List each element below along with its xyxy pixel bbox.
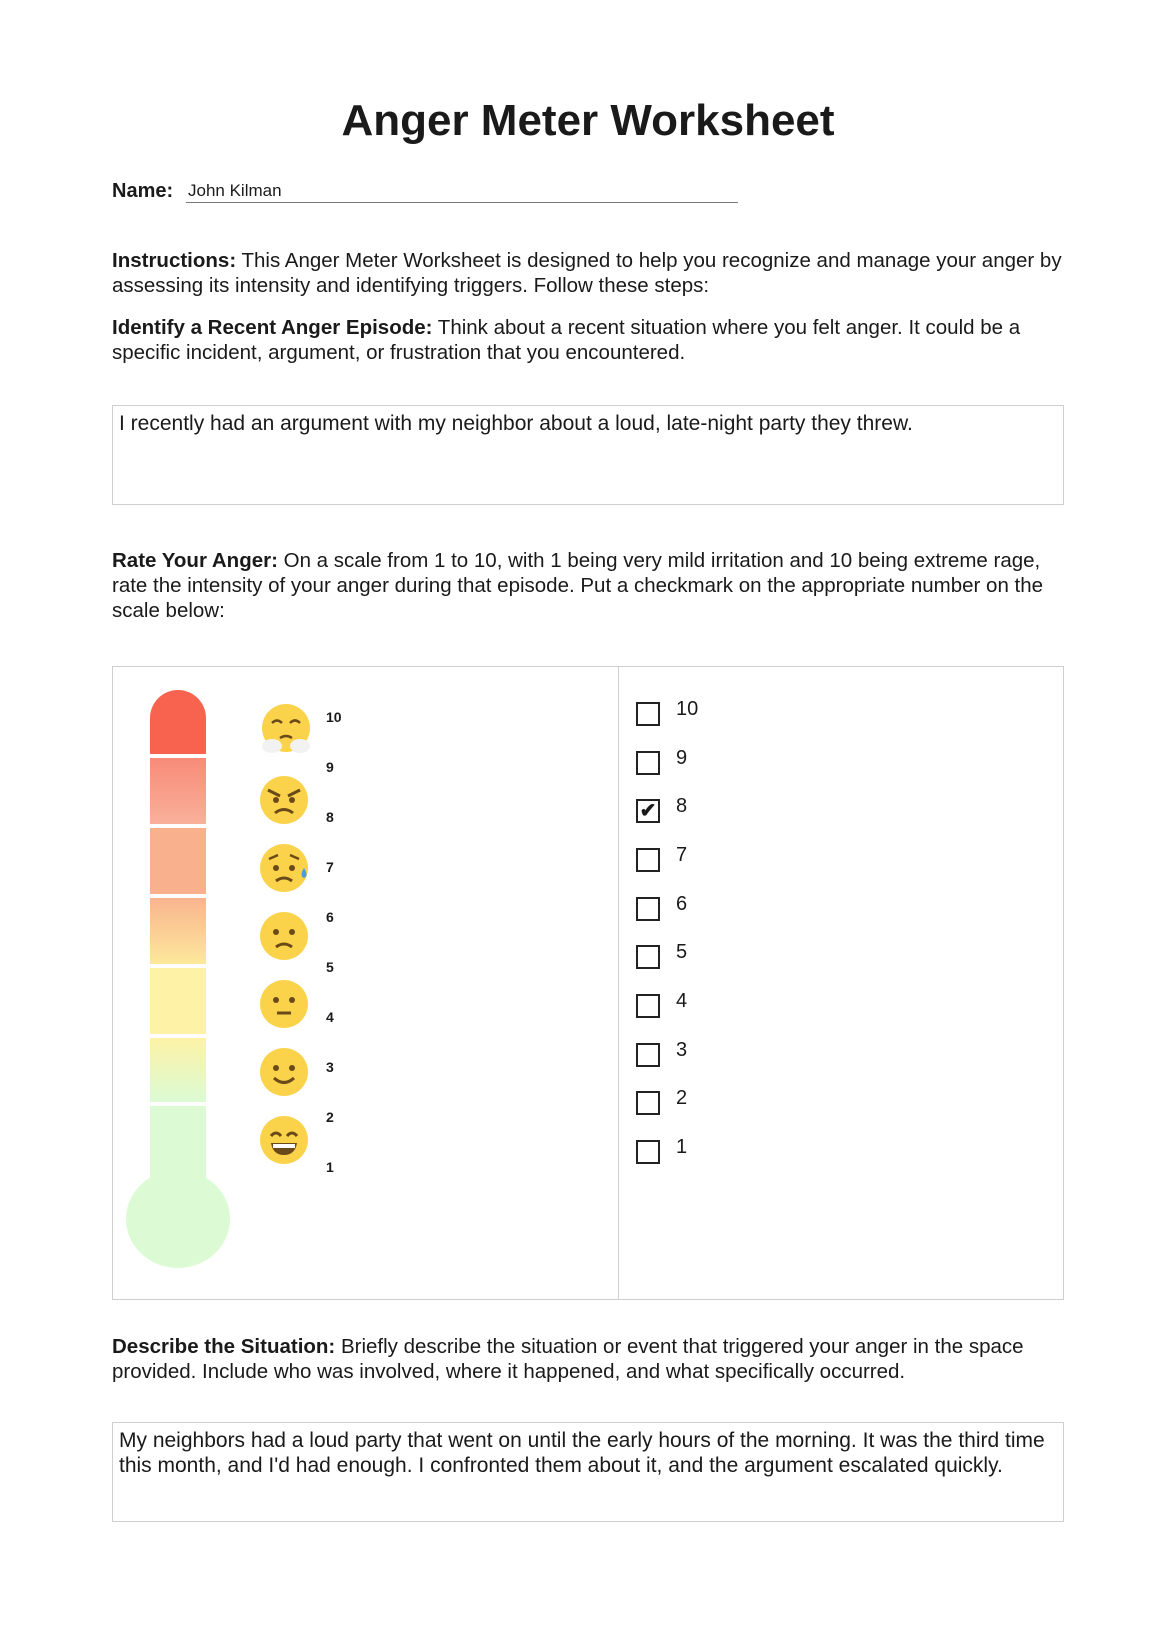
anger-scale-panel [112, 666, 1064, 1300]
rating-option-label: 6 [676, 893, 688, 915]
rating-option-label: 7 [676, 844, 688, 866]
rating-checkbox[interactable] [636, 1043, 660, 1067]
rate-text: On a scale from 1 to 10, with 1 being very mild irritation and 10 being extreme rage, rate the intensity of your anger during that episode. Put a checkmark on the appropriate number on the scale below: [112, 549, 1044, 622]
rating-option-label: 8 [676, 795, 688, 817]
identify-paragraph [112, 315, 1062, 365]
rating-option-label: 9 [676, 747, 688, 769]
rating-checkbox[interactable] [636, 945, 660, 969]
meter-tick: 6 [326, 909, 334, 925]
meter-tick: 4 [326, 1009, 334, 1025]
identify-label: Identify a Recent Anger Episode: [112, 316, 433, 339]
rating-checkbox[interactable] [636, 1140, 660, 1164]
rating-option-label: 4 [676, 990, 688, 1012]
meter-tick: 7 [326, 859, 334, 875]
rating-checkbox[interactable] [636, 1091, 660, 1115]
rating-checkbox[interactable] [636, 702, 660, 726]
name-label: Name: [112, 180, 174, 202]
rate-label: Rate Your Anger: [112, 549, 278, 572]
thermometer-segment [150, 758, 206, 824]
thermometer-bulb [126, 1170, 230, 1268]
thermometer-segment [150, 1038, 206, 1102]
rating-checkbox[interactable]: ✔ [636, 799, 660, 823]
smiling-face-icon [258, 1046, 310, 1098]
describe-label: Describe the Situation: [112, 1335, 336, 1358]
name-field[interactable]: John Kilman [186, 181, 738, 203]
rating-option-label: 10 [676, 698, 699, 720]
thermometer-segment [150, 968, 206, 1034]
meter-tick: 5 [326, 959, 334, 975]
meter-tick: 8 [326, 809, 334, 825]
angry-face-icon [258, 774, 310, 826]
meter-tick: 10 [326, 709, 342, 725]
describe-text: Briefly describe the situation or event that triggered your anger in the space provided. Include who was involved, where it happened, and what specifically occurred. [112, 1335, 1024, 1383]
thermometer-segment-top [150, 690, 206, 754]
rating-checkbox[interactable] [636, 897, 660, 921]
neutral-face-icon [258, 978, 310, 1030]
sad-sweat-face-icon [258, 842, 314, 894]
rating-option-label: 1 [676, 1136, 688, 1158]
meter-tick: 2 [326, 1109, 334, 1125]
instructions-text: This Anger Meter Worksheet is designed to help you recognize and manage your anger by assessing its intensity and identifying triggers. Follow these steps: [112, 249, 1062, 297]
situation-answer-box[interactable]: My neighbors had a loud party that went on until the early hours of the morning. It was the third time this month, and I'd had enough. I confronted them about it, and the argument escalated quickly. [112, 1422, 1064, 1522]
scale-divider [618, 666, 619, 1300]
thermometer-segment [150, 828, 206, 894]
meter-tick: 9 [326, 759, 334, 775]
steaming-face-icon [258, 704, 314, 756]
frowning-face-icon [258, 910, 310, 962]
meter-tick: 1 [326, 1159, 334, 1175]
page-title: Anger Meter Worksheet [341, 96, 835, 145]
instructions-label: Instructions: [112, 249, 237, 272]
grinning-face-icon [258, 1114, 310, 1166]
rating-option-label: 5 [676, 941, 688, 963]
rate-paragraph [112, 548, 1062, 623]
describe-paragraph [112, 1334, 1062, 1384]
rating-checkbox[interactable] [636, 994, 660, 1018]
rating-checkbox[interactable] [636, 848, 660, 872]
rating-checkbox[interactable] [636, 751, 660, 775]
meter-tick: 3 [326, 1059, 334, 1075]
episode-answer-box[interactable]: I recently had an argument with my neighbor about a loud, late-night party they threw. [112, 405, 1064, 505]
instructions-paragraph [112, 248, 1062, 298]
thermometer-segment [150, 898, 206, 964]
identify-text: Think about a recent situation where you felt anger. It could be a specific incident, argument, or frustration that you encountered. [112, 316, 1021, 364]
rating-option-label: 2 [676, 1087, 688, 1109]
rating-option-label: 3 [676, 1039, 688, 1061]
